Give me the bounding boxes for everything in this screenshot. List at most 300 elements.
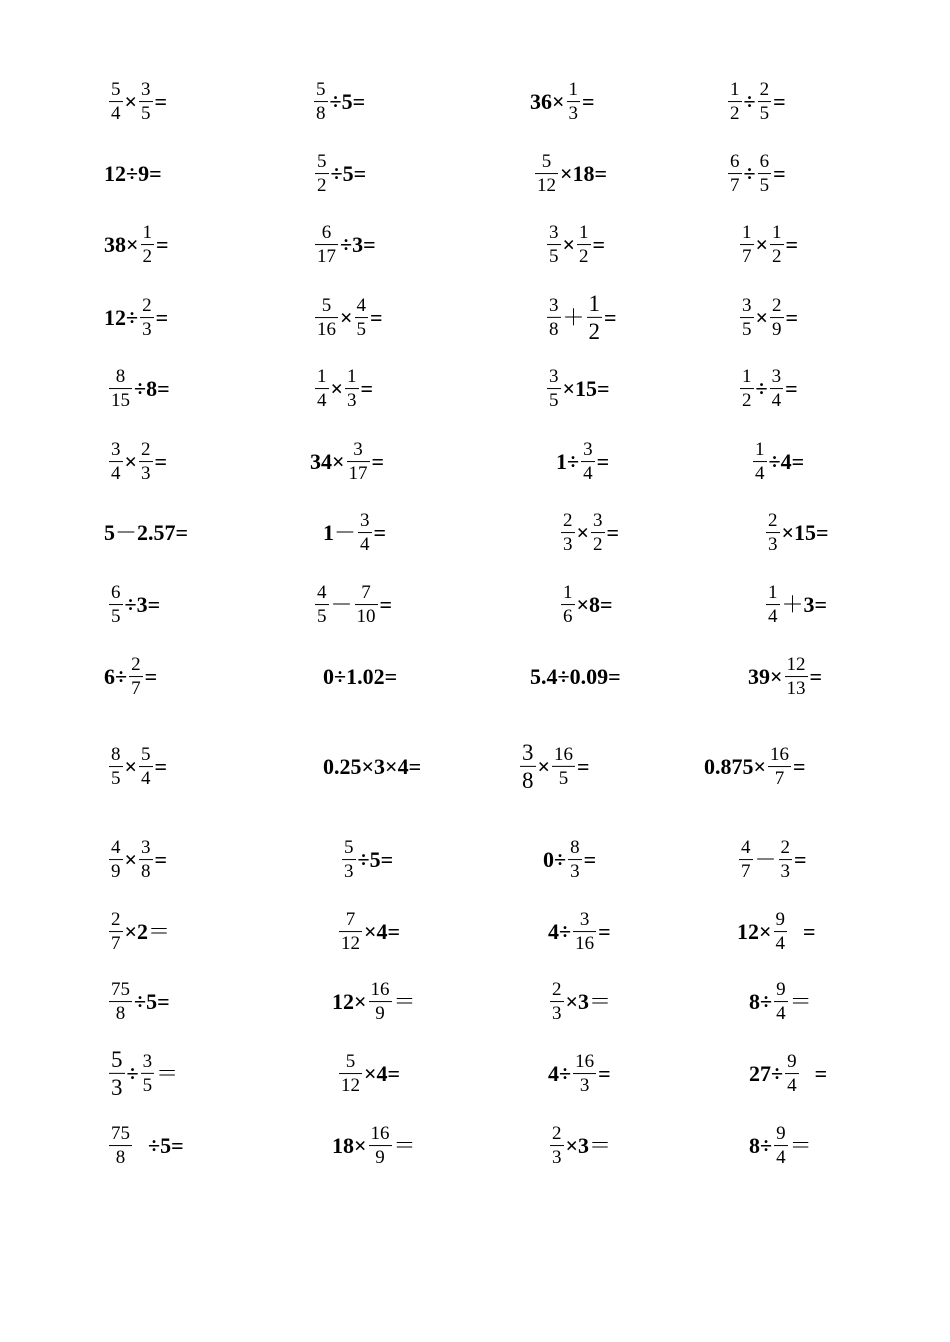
fraction-numerator: 9 bbox=[776, 979, 786, 1001]
problem-4-3 bbox=[545, 292, 617, 344]
fraction-numerator: 3 bbox=[549, 222, 559, 244]
fraction-numerator: 3 bbox=[360, 510, 370, 532]
problem-8-3 bbox=[559, 583, 613, 627]
problem-5-3 bbox=[545, 367, 610, 411]
problem-13-4 bbox=[749, 980, 812, 1024]
fraction bbox=[766, 583, 780, 627]
fraction-numerator: 8 bbox=[115, 366, 126, 388]
fraction bbox=[774, 1124, 788, 1168]
fraction-denominator: 4 bbox=[768, 606, 778, 627]
fraction-numerator: 1 bbox=[730, 79, 740, 101]
expression-text: × bbox=[124, 89, 138, 114]
expression-text: ÷5= bbox=[330, 161, 367, 186]
problem-11-4 bbox=[737, 838, 807, 882]
expression-text: = bbox=[803, 919, 816, 944]
operator-symbol: － bbox=[334, 520, 357, 545]
problem-15-2 bbox=[332, 1124, 416, 1168]
fraction bbox=[315, 583, 329, 627]
fraction-numerator: 7 bbox=[361, 582, 371, 604]
expression-text: ×15= bbox=[562, 376, 610, 401]
expression-text: 36× bbox=[530, 89, 565, 114]
expression-text: ÷3= bbox=[340, 232, 376, 257]
fraction bbox=[109, 440, 123, 484]
fraction-denominator: 8 bbox=[109, 1145, 132, 1168]
expression-text: ×15= bbox=[781, 520, 829, 545]
fraction-numerator: 5 bbox=[344, 837, 354, 859]
fraction bbox=[785, 1052, 799, 1096]
expression-text: 4÷ bbox=[548, 1061, 572, 1086]
problem-2-3 bbox=[533, 152, 607, 196]
fraction bbox=[770, 296, 784, 340]
expression-text: = bbox=[371, 449, 385, 474]
fraction-denominator: 15 bbox=[111, 390, 130, 411]
fraction bbox=[347, 440, 370, 484]
fraction-denominator: 3 bbox=[142, 319, 152, 340]
expression-text: = bbox=[598, 1061, 611, 1086]
fraction-denominator: 2 bbox=[730, 103, 740, 124]
fraction-denominator: 5 bbox=[759, 175, 770, 196]
expression-text: 38× bbox=[104, 232, 139, 257]
problem-7-1 bbox=[104, 522, 188, 544]
fraction-denominator: 2 bbox=[142, 246, 153, 267]
fraction bbox=[561, 511, 575, 555]
expression-text: ×4= bbox=[364, 1061, 401, 1086]
fraction bbox=[139, 440, 153, 484]
expression-text: ×4= bbox=[364, 919, 401, 944]
fraction-denominator: 8 bbox=[522, 768, 534, 793]
fraction-numerator: 2 bbox=[552, 1123, 562, 1145]
fraction-numerator: 7 bbox=[345, 909, 356, 931]
fraction-denominator: 4 bbox=[771, 390, 782, 411]
fraction bbox=[568, 838, 582, 882]
fraction bbox=[109, 980, 132, 1024]
expression-text: 0.25×3×4= bbox=[323, 754, 422, 779]
problem-6-1 bbox=[107, 440, 167, 484]
fraction-numerator: 8 bbox=[570, 837, 580, 859]
fraction-numerator: 3 bbox=[142, 1051, 153, 1073]
fraction-numerator: 5 bbox=[141, 744, 151, 766]
fraction bbox=[342, 838, 356, 882]
fraction bbox=[109, 1048, 125, 1100]
fraction-numerator: 1 bbox=[772, 222, 782, 244]
fraction-numerator: 2 bbox=[131, 654, 141, 676]
operator-symbol: ＋ bbox=[781, 592, 804, 617]
expression-text: = bbox=[785, 232, 799, 257]
fraction-denominator: 3 bbox=[570, 861, 580, 882]
expression-text: = bbox=[604, 305, 617, 330]
fraction bbox=[591, 511, 605, 555]
fraction-denominator: 2 bbox=[579, 246, 589, 267]
expression-text: 5.4÷0.09= bbox=[530, 664, 621, 689]
problem-15-4 bbox=[749, 1124, 812, 1168]
expression-text: = bbox=[370, 305, 383, 330]
fraction-denominator: 3 bbox=[780, 861, 791, 882]
fraction bbox=[139, 745, 153, 789]
fraction-numerator: 1 bbox=[347, 366, 357, 388]
fraction-denominator: 2 bbox=[588, 319, 601, 344]
fraction bbox=[315, 296, 338, 340]
fraction bbox=[766, 511, 780, 555]
fraction-numerator: 3 bbox=[583, 439, 593, 461]
expression-text: ×18= bbox=[560, 161, 608, 186]
fraction-denominator: 4 bbox=[755, 463, 765, 484]
fraction bbox=[109, 745, 123, 789]
problem-8-1 bbox=[107, 583, 160, 627]
fraction bbox=[109, 80, 123, 124]
problem-11-3 bbox=[543, 838, 596, 882]
fraction-numerator: 6 bbox=[321, 222, 332, 244]
fraction bbox=[314, 80, 328, 124]
fraction-denominator: 9 bbox=[111, 861, 121, 882]
expression-text: × bbox=[124, 847, 138, 872]
problem-14-1 bbox=[107, 1048, 178, 1100]
fraction-denominator: 7 bbox=[768, 766, 791, 789]
fraction bbox=[758, 80, 772, 124]
expression-text: 8÷ bbox=[749, 1133, 773, 1158]
expression-text: = bbox=[592, 232, 606, 257]
fraction-numerator: 4 bbox=[317, 582, 327, 604]
expression-text: = bbox=[793, 754, 806, 779]
problem-5-1 bbox=[107, 367, 170, 411]
expression-text: 5 bbox=[104, 520, 115, 545]
fraction-denominator: 4 bbox=[583, 463, 593, 484]
problem-3-2 bbox=[313, 223, 376, 267]
operator-symbol: ＝ bbox=[156, 1061, 179, 1086]
fraction-numerator: 5 bbox=[111, 1046, 123, 1072]
operator-symbol: ＋ bbox=[562, 305, 585, 330]
fraction bbox=[758, 152, 772, 196]
fraction-denominator: 5 bbox=[141, 103, 151, 124]
fraction bbox=[109, 583, 123, 627]
expression-text: ÷3= bbox=[124, 592, 161, 617]
fraction-numerator: 9 bbox=[776, 1123, 786, 1145]
problem-1-1 bbox=[107, 80, 167, 124]
fraction bbox=[774, 980, 788, 1024]
fraction-numerator: 16 bbox=[554, 744, 574, 766]
fraction-numerator: 2 bbox=[142, 295, 152, 317]
fraction bbox=[315, 367, 329, 411]
fraction-denominator: 17 bbox=[348, 463, 368, 484]
fraction bbox=[129, 655, 143, 699]
fraction-numerator: 3 bbox=[141, 837, 151, 859]
fraction bbox=[779, 838, 793, 882]
fraction-denominator: 4 bbox=[317, 390, 327, 411]
expression-text: 12× bbox=[737, 919, 772, 944]
fraction-denominator: 7 bbox=[730, 175, 740, 196]
fraction-numerator: 2 bbox=[768, 510, 778, 532]
problem-9-2 bbox=[323, 666, 397, 688]
fraction-denominator: 7 bbox=[111, 933, 121, 954]
fraction-denominator: 5 bbox=[111, 768, 121, 789]
fraction-denominator: 4 bbox=[141, 768, 151, 789]
fraction-denominator: 5 bbox=[742, 319, 752, 340]
expression-text: 0.875× bbox=[704, 754, 767, 779]
fraction-denominator: 4 bbox=[787, 1075, 797, 1096]
fraction-denominator: 8 bbox=[141, 861, 151, 882]
fraction-numerator: 3 bbox=[771, 366, 782, 388]
fraction-numerator: 1 bbox=[742, 366, 752, 388]
expression-text: = bbox=[154, 847, 168, 872]
expression-text: 1 bbox=[323, 520, 334, 545]
fraction bbox=[740, 296, 754, 340]
fraction bbox=[358, 511, 372, 555]
fraction-denominator: 4 bbox=[776, 1147, 786, 1168]
fraction-numerator: 4 bbox=[741, 837, 751, 859]
problem-2-4 bbox=[726, 152, 786, 196]
expression-text: 2.57= bbox=[137, 520, 189, 545]
fraction-numerator: 12 bbox=[786, 654, 806, 676]
expression-text: = bbox=[155, 305, 169, 330]
fraction-denominator: 7 bbox=[741, 861, 751, 882]
expression-text: = bbox=[598, 919, 611, 944]
fraction bbox=[550, 1124, 564, 1168]
expression-text: 6÷ bbox=[104, 664, 128, 689]
fraction-denominator: 8 bbox=[549, 319, 559, 340]
expression-text: = bbox=[144, 664, 158, 689]
problem-10-2 bbox=[323, 756, 421, 778]
expression-text: = bbox=[785, 376, 798, 401]
expression-text: = bbox=[154, 449, 168, 474]
expression-text: × bbox=[330, 376, 344, 401]
expression-text: 18× bbox=[332, 1133, 367, 1158]
fraction-numerator: 16 bbox=[575, 1051, 595, 1073]
expression-text: = bbox=[773, 161, 786, 186]
operator-symbol: ＝ bbox=[393, 1133, 416, 1158]
fraction-denominator: 9 bbox=[369, 1145, 392, 1168]
fraction-numerator: 1 bbox=[742, 222, 752, 244]
expression-text: = bbox=[154, 89, 168, 114]
fraction-numerator: 5 bbox=[317, 151, 327, 173]
problem-9-3 bbox=[530, 666, 621, 688]
fraction-denominator: 3 bbox=[563, 534, 573, 555]
fraction bbox=[535, 152, 558, 196]
problem-4-1 bbox=[104, 296, 168, 340]
fraction bbox=[728, 152, 742, 196]
fraction-denominator: 3 bbox=[768, 534, 778, 555]
fraction-numerator: 2 bbox=[141, 439, 151, 461]
fraction-numerator: 4 bbox=[356, 295, 367, 317]
problem-4-4 bbox=[738, 296, 798, 340]
expression-text: × bbox=[124, 754, 138, 779]
expression-text: ÷ bbox=[743, 161, 756, 186]
fraction-denominator: 5 bbox=[356, 319, 367, 340]
fraction-denominator: 3 bbox=[111, 1075, 123, 1100]
operator-symbol: ＝ bbox=[148, 919, 171, 944]
operator-symbol: ＝ bbox=[789, 1133, 812, 1158]
expression-text: × bbox=[576, 520, 590, 545]
fraction-numerator: 6 bbox=[730, 151, 740, 173]
expression-text: ÷4= bbox=[768, 449, 805, 474]
expression-text: ÷5= bbox=[357, 847, 394, 872]
operator-symbol: － bbox=[330, 592, 353, 617]
fraction-denominator: 17 bbox=[317, 246, 336, 267]
problem-8-4 bbox=[764, 583, 827, 627]
fraction bbox=[547, 296, 561, 340]
fraction-numerator: 75 bbox=[111, 1123, 130, 1145]
expression-text: × bbox=[124, 449, 138, 474]
fraction-denominator: 16 bbox=[575, 933, 595, 954]
problem-5-2 bbox=[313, 367, 373, 411]
fraction-numerator: 6 bbox=[759, 151, 770, 173]
problem-1-3 bbox=[530, 80, 595, 124]
fraction-denominator: 8 bbox=[316, 103, 326, 124]
problem-8-2 bbox=[313, 583, 392, 627]
fraction-numerator: 5 bbox=[541, 151, 552, 173]
expression-text: 12× bbox=[332, 989, 367, 1014]
expression-text: ÷ bbox=[743, 89, 756, 114]
fraction-numerator: 3 bbox=[579, 909, 590, 931]
fraction-numerator: 1 bbox=[768, 582, 778, 604]
fraction-denominator: 4 bbox=[111, 103, 121, 124]
expression-text: 39× bbox=[748, 664, 783, 689]
expression-text: = bbox=[373, 520, 387, 545]
expression-text: 0÷1.02= bbox=[323, 664, 398, 689]
problem-10-4 bbox=[704, 745, 806, 789]
fraction-denominator: 12 bbox=[537, 175, 556, 196]
fraction bbox=[520, 741, 536, 793]
fraction bbox=[109, 910, 123, 954]
fraction bbox=[109, 1124, 132, 1168]
problem-11-1 bbox=[107, 838, 167, 882]
fraction-numerator: 16 bbox=[370, 979, 390, 1001]
expression-text: = bbox=[379, 592, 393, 617]
fraction bbox=[581, 440, 595, 484]
fraction-denominator: 13 bbox=[786, 678, 806, 699]
problem-7-2 bbox=[323, 511, 386, 555]
expression-text: = bbox=[785, 305, 799, 330]
fraction-denominator: 10 bbox=[356, 606, 376, 627]
problem-1-2 bbox=[312, 80, 365, 124]
fraction bbox=[339, 910, 362, 954]
fraction bbox=[141, 223, 155, 267]
expression-text: × bbox=[755, 305, 769, 330]
fraction bbox=[561, 583, 575, 627]
fraction-denominator: 8 bbox=[109, 1001, 132, 1024]
fraction bbox=[547, 367, 561, 411]
fraction-numerator: 1 bbox=[579, 222, 589, 244]
fraction-numerator: 9 bbox=[775, 909, 786, 931]
fraction bbox=[109, 838, 123, 882]
fraction-denominator: 12 bbox=[341, 1075, 360, 1096]
problem-6-4 bbox=[751, 440, 804, 484]
problem-14-3 bbox=[548, 1052, 611, 1096]
expression-text: × bbox=[537, 754, 551, 779]
expression-text: 1÷ bbox=[556, 449, 580, 474]
fraction bbox=[315, 152, 329, 196]
fraction-denominator: 2 bbox=[772, 246, 782, 267]
expression-text: 4÷ bbox=[548, 919, 572, 944]
fraction bbox=[315, 223, 338, 267]
expression-text: ÷8= bbox=[134, 376, 170, 401]
problem-2-1 bbox=[104, 163, 162, 185]
expression-text: = bbox=[606, 520, 620, 545]
fraction-denominator: 4 bbox=[776, 1003, 786, 1024]
fraction-numerator: 1 bbox=[755, 439, 765, 461]
problem-9-1 bbox=[104, 655, 157, 699]
operator-symbol: ＝ bbox=[589, 989, 612, 1014]
problem-4-2 bbox=[313, 296, 383, 340]
problem-15-3 bbox=[548, 1124, 611, 1168]
problem-9-4 bbox=[748, 655, 822, 699]
expression-text: ×3 bbox=[565, 989, 590, 1014]
fraction-numerator: 2 bbox=[780, 837, 791, 859]
fraction-numerator: 5 bbox=[345, 1051, 356, 1073]
fraction bbox=[768, 745, 791, 789]
operator-symbol: － bbox=[115, 520, 138, 545]
fraction bbox=[740, 367, 754, 411]
expression-text: = bbox=[596, 449, 610, 474]
fraction-numerator: 1 bbox=[563, 582, 573, 604]
operator-symbol: ＝ bbox=[393, 989, 416, 1014]
expression-text: 27÷ bbox=[749, 1061, 784, 1086]
fraction-denominator: 3 bbox=[347, 390, 357, 411]
problem-14-4 bbox=[749, 1052, 827, 1096]
expression-text: ÷ bbox=[755, 376, 768, 401]
fraction-denominator: 3 bbox=[552, 1003, 562, 1024]
problem-10-1 bbox=[107, 745, 167, 789]
fraction-numerator: 5 bbox=[316, 79, 326, 101]
fraction bbox=[550, 980, 564, 1024]
fraction-numerator: 3 bbox=[353, 439, 363, 461]
operator-symbol: － bbox=[754, 847, 777, 872]
fraction-numerator: 75 bbox=[111, 979, 130, 1001]
fraction bbox=[753, 440, 767, 484]
expression-text: = bbox=[814, 1061, 828, 1086]
problem-3-4 bbox=[738, 223, 798, 267]
fraction-denominator: 5 bbox=[142, 1075, 153, 1096]
expression-text: × bbox=[562, 232, 576, 257]
expression-text: × bbox=[755, 232, 769, 257]
problem-3-1 bbox=[104, 223, 169, 267]
fraction-numerator: 5 bbox=[321, 295, 332, 317]
fraction bbox=[140, 296, 154, 340]
problem-13-3 bbox=[548, 980, 611, 1024]
fraction bbox=[739, 838, 753, 882]
fraction-denominator: 7 bbox=[131, 678, 141, 699]
expression-text: ÷5= bbox=[329, 89, 366, 114]
fraction-denominator: 5 bbox=[549, 390, 559, 411]
problem-2-2 bbox=[313, 152, 366, 196]
fraction bbox=[587, 292, 603, 344]
fraction-numerator: 1 bbox=[588, 290, 601, 316]
problem-6-3 bbox=[556, 440, 609, 484]
problem-3-3 bbox=[545, 223, 605, 267]
fraction bbox=[345, 367, 359, 411]
fraction-numerator: 2 bbox=[111, 909, 121, 931]
expression-text: ×2 bbox=[124, 919, 149, 944]
expression-text: = bbox=[794, 847, 807, 872]
fraction-numerator: 1 bbox=[568, 79, 579, 101]
fraction-numerator: 1 bbox=[317, 366, 327, 388]
expression-text: = bbox=[582, 89, 595, 114]
fraction bbox=[547, 223, 561, 267]
fraction bbox=[139, 838, 153, 882]
problem-12-2 bbox=[337, 910, 400, 954]
expression-text: = bbox=[773, 89, 786, 114]
fraction-denominator: 4 bbox=[775, 933, 786, 954]
problem-1-4 bbox=[726, 80, 786, 124]
fraction-numerator: 3 bbox=[522, 739, 534, 765]
problem-10-3 bbox=[518, 741, 590, 793]
problem-6-2 bbox=[310, 440, 384, 484]
fraction-denominator: 4 bbox=[111, 463, 121, 484]
expression-text: = bbox=[154, 754, 168, 779]
fraction-denominator: 5 bbox=[111, 606, 121, 627]
fraction-denominator: 5 bbox=[549, 246, 559, 267]
fraction-numerator: 4 bbox=[111, 837, 121, 859]
fraction bbox=[785, 655, 808, 699]
expression-text: = bbox=[577, 754, 590, 779]
